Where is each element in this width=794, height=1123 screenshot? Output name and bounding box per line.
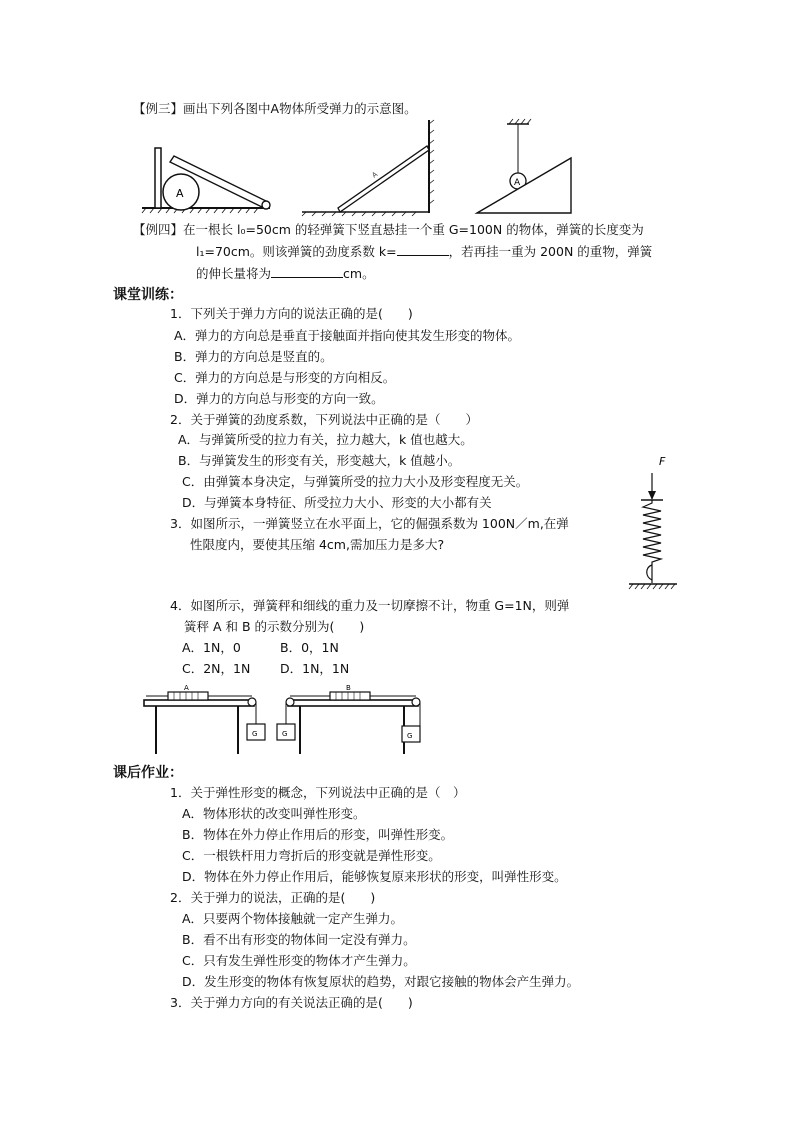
example4-line-2 [196,244,652,260]
hw-q3-stem: 3．关于弹力方向的有关说法正确的是( ) [170,995,413,1010]
hw-q1-option-c: C．一根铁杆用力弯折后的形变就是弹性形变。 [182,848,441,863]
cw-q1-option-d: D．弹力的方向总与形变的方向一致。 [174,391,384,406]
example4-text-2b: ，若再挂一重为 200N 的重物，弹簧 [448,244,653,259]
cw-q4-option-c: C．2N，1N [182,661,251,676]
hw-q1-option-b: B．物体在外力停止作用后的形变，叫弹性形变。 [182,827,454,842]
example3-tag: 【例三】 [133,101,184,116]
example4-text-1: 在一根长 l₀=50cm 的轻弹簧下竖直悬挂一个重 G=100N 的物体，弹簧的长度变为 [183,222,644,237]
example4-text-2a: l₁=70cm。则该弹簧的劲度系数 k= [196,244,397,259]
homework-title: 课后作业： [113,765,183,781]
hw-q2-option-c: C．只有发生弹性形变的物体才产生弹力。 [182,953,416,968]
example4-text-3a: 的伸长量将为 [196,266,272,281]
example4-tag: 【例四】 [133,222,184,237]
cw-q4-option-d: D．1N，1N [280,661,350,676]
example3-figure-1 [140,140,280,215]
hw-q1-option-a: A．物体形状的改变叫弹性形变。 [182,806,366,821]
example3-figure-2 [300,112,440,217]
cw-q1-option-a: A．弹力的方向总是垂直于接触面并指向使其发生形变的物体。 [174,328,521,343]
spring-figure [625,455,685,595]
cw-q1-option-c: C．弹力的方向总是与形变的方向相反。 [174,370,396,385]
weight-g-label-3: G [407,732,413,740]
ball-a-label-1: A [176,187,184,200]
example4-line-1 [133,222,644,238]
example4-line-3 [196,266,375,282]
example3-figure-3 [475,118,585,218]
cw-q3-line-2: 性限度内，要使其压缩 4cm,需加压力是多大? [190,537,445,552]
cw-q4-line-1: 4．如图所示，弹簧秤和细线的重力及一切摩擦不计，物重 G=1N，则弹 [170,598,570,613]
hw-q2-stem: 2．关于弹力的说法，正确的是( ) [170,890,376,905]
cw-q1-option-b: B．弹力的方向总是竖直的。 [174,349,333,364]
cw-q2-option-a: A．与弹簧所受的拉力有关，拉力越大，k 值也越大。 [178,432,473,447]
hw-q2-option-d: D．发生形变的物体有恢复原状的趋势，对跟它接触的物体会产生弹力。 [182,974,580,989]
hw-q1-option-d: D．物体在外力停止作用后，能够恢复原来形状的形变，叫弹性形变。 [182,869,567,884]
hw-q2-option-a: A．只要两个物体接触就一定产生弹力。 [182,911,404,926]
cw-q3-line-1: 3．如图所示，一弹簧竖立在水平面上，它的倔强系数为 100N／m,在弹 [170,516,569,531]
svg-text:A: A [370,170,380,180]
weight-g-label-1: G [252,730,258,738]
example4-text-3b: cm。 [343,266,375,281]
example3-text: 画出下列各图中A物体所受弹力的示意图。 [183,101,417,116]
balance-a-label: A [184,684,189,692]
weight-g-label-2: G [282,730,288,738]
cw-q4-line-2: 簧秤 A 和 B 的示数分别为( ) [184,619,365,634]
ball-a-label-3: A [514,178,521,188]
cw-q4-option-b: B．0，1N [280,640,339,655]
classwork-title: 课堂训练： [113,287,183,303]
cw-q2-option-d: D．与弹簧本身特征、所受拉力大小、形变的大小都有关 [182,495,492,510]
spring-balance-figure [140,682,430,757]
cw-q4-option-a: A．1N，0 [182,640,241,655]
k-answer-blank[interactable] [397,244,449,256]
balance-b-label: B [346,684,351,692]
force-label: F [659,455,666,468]
extension-answer-blank[interactable] [271,266,343,278]
hw-q1-stem: 1．关于弹性形变的概念，下列说法中正确的是（ ） [170,785,466,800]
cw-q2-option-b: B．与弹簧发生的形变有关，形变越大，k 值越小。 [178,453,461,468]
cw-q2-stem: 2．关于弹簧的劲度系数，下列说法中正确的是（ ） [170,412,478,427]
cw-q2-option-c: C．由弹簧本身决定，与弹簧所受的拉力大小及形变程度无关。 [182,474,529,489]
hw-q2-option-b: B．看不出有形变的物体间一定没有弹力。 [182,932,416,947]
cw-q1-stem: 1．下列关于弹力方向的说法正确的是( ) [170,306,413,321]
